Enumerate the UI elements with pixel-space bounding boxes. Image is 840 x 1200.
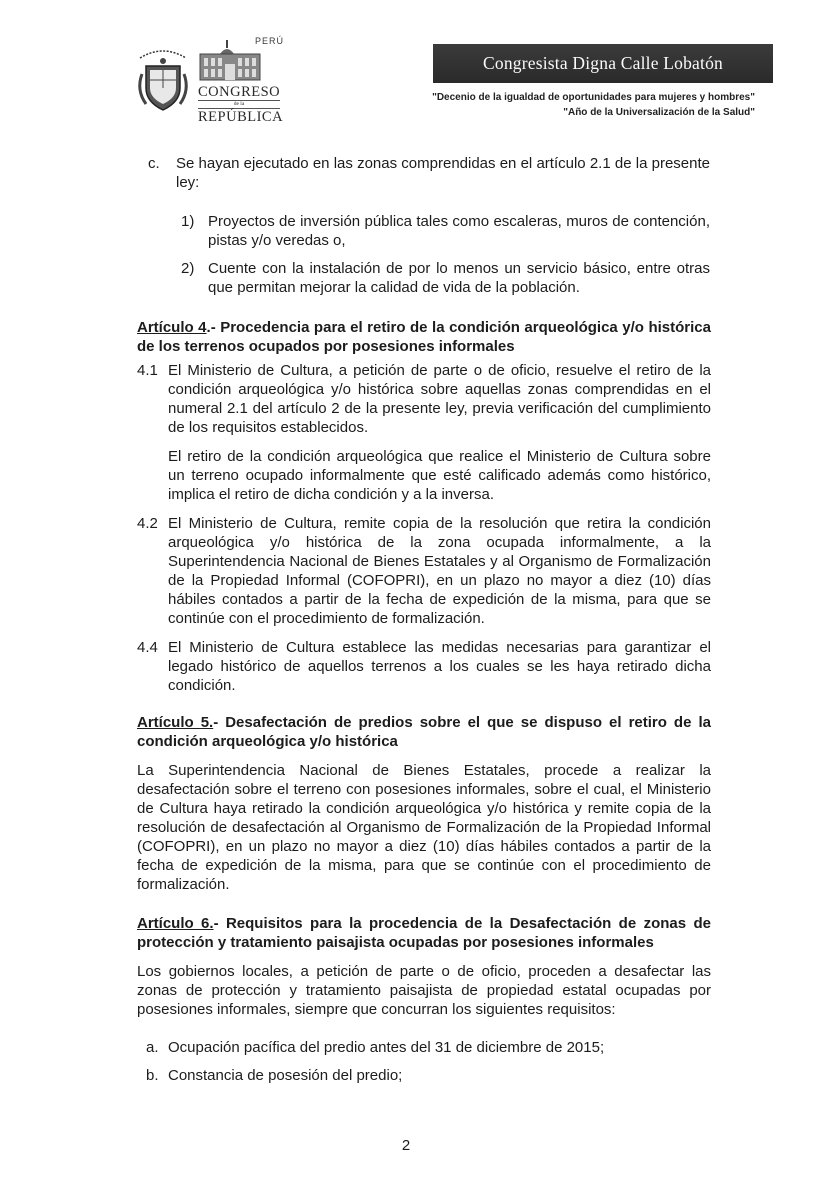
item-c2-text: Cuente con la instalación de por lo menos un servicio básico, entre otras que permitan mejorar la calidad de vida de la población. (208, 260, 710, 296)
decade-motto: "Decenio de la igualdad de oportunidades para mujeres y hombres" (432, 92, 755, 103)
congress-logo-text (198, 84, 284, 125)
paragraph-4-1-continuation: El retiro de la condición arqueológica que realice el Ministerio de Cultura sobre un terreno ocupado informalmente que esté calificado además como histórico, implica el retiro de dicha condición y a la inversa. (168, 448, 711, 503)
article-5-heading (137, 713, 711, 751)
article-6-title: - Requisitos para la procedencia de la Desafectación de zonas de protección y tratamiento paisajista ocupadas por posesiones informales (137, 915, 711, 951)
article-6-text: Los gobiernos locales, a petición de parte o de oficio, proceden a desafectar las zonas de protección y tratamiento paisajista de propiedad estatal ocupadas por posesiones informales, siempre que concurran los siguientes requisitos: (137, 963, 711, 1018)
article-5-text: La Superintendencia Nacional de Bienes Estatales, procede a realizar la desafectación sobre el terreno con posesiones informales, sobre el cual, el Ministerio de Cultura haya retirado la condición arqueológica y/o histórica y remite copia de la resolución de desafectación al Organismo de Formalización de la Propiedad Informal (COFOPRI), en un plazo no mayor a diez (10) días hábiles contados a partir de la fecha de expedición de la misma, para que se continúe con el procedimiento de formalización. (137, 762, 711, 893)
paragraph-4-4-marker: 4.4 (137, 639, 158, 656)
logo-de-la: de la (233, 101, 245, 107)
paragraph-4-1-marker: 4.1 (137, 362, 158, 379)
paragraph-4-1-text: El Ministerio de Cultura, a petición de parte o de oficio, resuelve el retiro de la condición arqueológica y/o histórica sobre aquellas zonas comprendidas en el numeral 2.1 del artículo 2 de la presente ley, previa verificación del cumplimiento de los requisitos establecidos. (168, 362, 711, 436)
article-6-label: Artículo 6. (137, 915, 214, 932)
congresista-banner: Congresista Digna Calle Lobatón (433, 44, 773, 83)
logo-congreso: CONGRESO (198, 84, 281, 100)
article-5-label: Artículo 5. (137, 714, 214, 731)
item-c-marker: c. (148, 155, 160, 172)
item-a-text: Ocupación pacífica del predio antes del 31 de diciembre de 2015; (168, 1039, 605, 1056)
item-b-text: Constancia de posesión del predio; (168, 1067, 403, 1084)
item-c1-text: Proyectos de inversión pública tales como escaleras, muros de contención, pistas y/o veredas o, (208, 213, 710, 249)
item-c2-marker: 2) (181, 260, 195, 277)
paragraph-4-2-marker: 4.2 (137, 515, 158, 532)
article-4-label: Artículo 4 (137, 319, 207, 336)
paragraph-4-2-text: El Ministerio de Cultura, remite copia de la resolución que retira la condición arqueológica y/o histórica de la zona ocupada informalmente, a la Superintendencia Nacional de Bienes Estatales y al Organismo de Formalización de la Propiedad Informal (COFOPRI), en un plazo no mayor a diez (10) días hábiles contados a partir de la fecha de expedición de la misma, para que se continúe con el procedimiento de formalización. (168, 515, 711, 627)
article-5-title: - Desafectación de predios sobre el que se dispuso el retiro de la condición arqueológica y/o histórica (137, 714, 711, 750)
paragraph-4-4-text: El Ministerio de Cultura establece las medidas necesarias para garantizar el legado histórico de aquellos terrenos a los cuales se les haya retirado dicha condición. (168, 639, 711, 694)
congress-building-icon (196, 40, 264, 82)
national-emblem-icon (132, 44, 194, 114)
peru-label: PERÚ (255, 36, 285, 46)
page-number: 2 (401, 1137, 411, 1154)
article-4-title: .- Procedencia para el retiro de la condición arqueológica y/o histórica de los terrenos ocupados por posesiones informales (137, 319, 711, 355)
item-b-marker: b. (146, 1067, 159, 1084)
logo-republica: REPÚBLICA (198, 109, 284, 125)
article-4-heading (137, 318, 711, 356)
item-a-marker: a. (146, 1039, 159, 1056)
article-6-heading (137, 914, 711, 952)
year-motto: "Año de la Universalización de la Salud" (563, 107, 755, 118)
item-c-text: Se hayan ejecutado en las zonas comprendidas en el artículo 2.1 de la presente ley: (176, 155, 710, 191)
item-c1-marker: 1) (181, 213, 195, 230)
